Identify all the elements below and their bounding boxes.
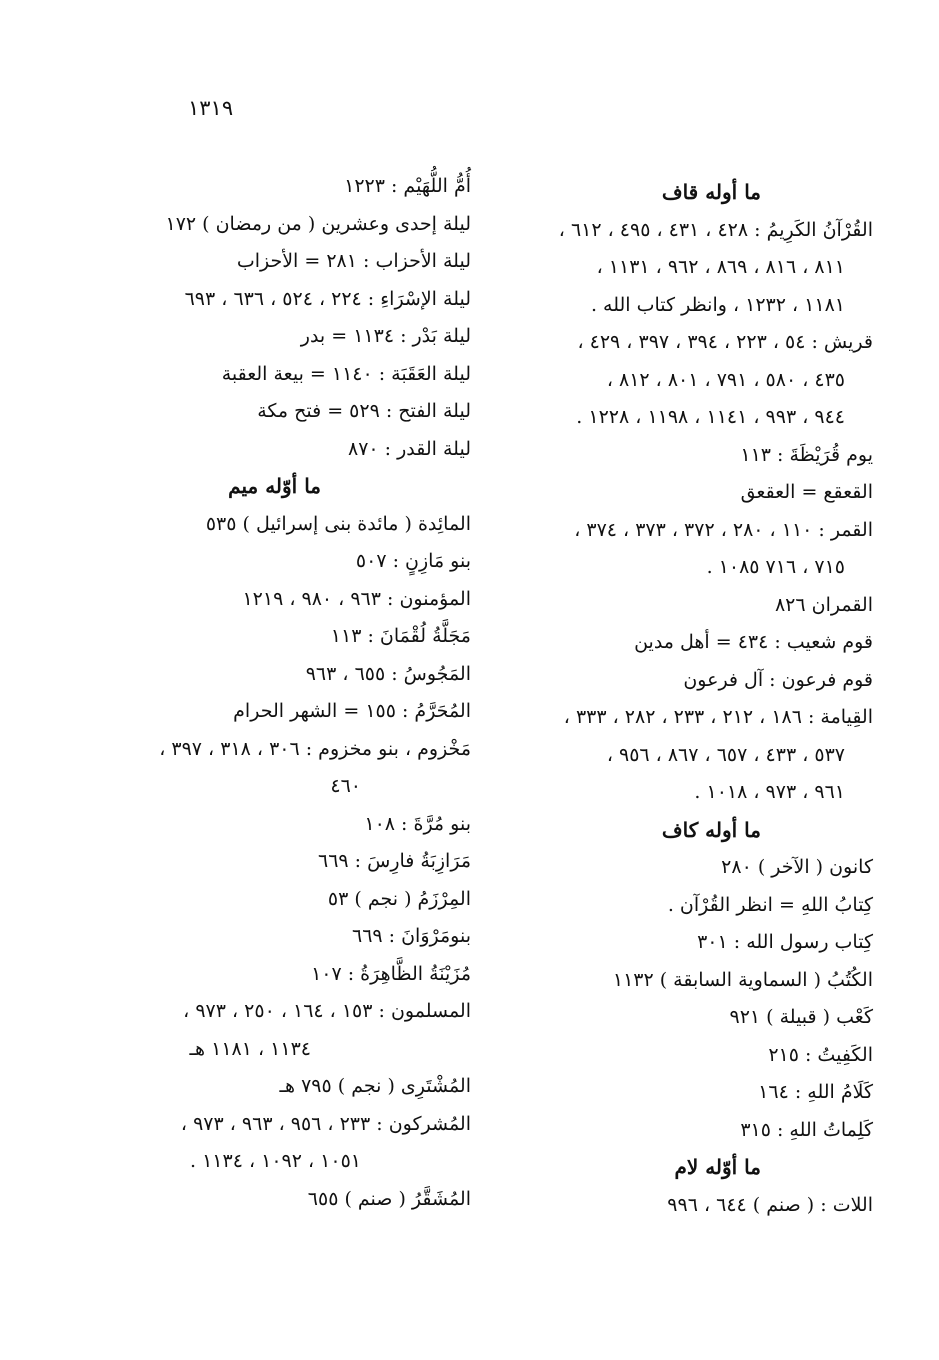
section-heading: ما أوّله ميم <box>228 474 321 498</box>
index-entry: المُشْتَرِى ( نجم ) ٧٩٥ هـ <box>279 1075 471 1097</box>
index-entry: كانون ( الآخر ) ٢٨٠ <box>721 856 873 878</box>
index-column-left <box>91 168 471 1218</box>
index-entry: مَخْزوم ، بنو مخزوم : ٣٠٦ ، ٣١٨ ، ٣٩٧ ، <box>159 737 471 760</box>
index-entry: المِرْزَمُ ( نجم ) ٥٣ <box>327 887 471 910</box>
index-entry: ليلة القدر : ٨٧٠ <box>348 437 471 460</box>
index-entry: مَرَازِبَةُ فارِسَ : ٦٦٩ <box>318 850 471 872</box>
index-entry: مَجَلَّةُ لُقْمَانَ : ١١٣ <box>330 625 471 647</box>
index-entry: المائِدة ( مائدة بنى إسرائيل ) ٥٣٥ <box>205 512 471 535</box>
index-entry: كِتابُ اللهِ = انظر القُرْآن . <box>667 893 873 916</box>
index-entry: مُزَيْنَةُ الظَّاهِرَةُ : ١٠٧ <box>311 962 471 985</box>
index-entry: المؤمنون : ٩٦٣ ، ٩٨٠ ، ١٢١٩ <box>242 587 471 610</box>
index-entry: قوم شعيب : ٤٣٤ = أهل مدين <box>634 631 873 653</box>
index-entry-continuation: ١١٣٤ ، ١١٨١ هـ <box>189 1037 311 1060</box>
index-entry: كَعْب ( قبيلة ) ٩٢١ <box>729 1006 873 1028</box>
index-entry: ليلة إحدى وعشرين ( من رمضان ) ١٧٢ <box>165 212 471 235</box>
index-entry-continuation: ١٠٥١ ، ١٠٩٢ ، ١١٣٤ . <box>189 1150 361 1172</box>
index-entry: القِيامة : ١٨٦ ، ٢١٢ ، ٢٣٣ ، ٢٨٢ ، ٣٣٣ ، <box>563 706 873 728</box>
index-entry: ليلة بَدْر : ١١٣٤ = بدر <box>300 325 471 347</box>
section-heading: ما أوّله لام <box>674 1155 761 1179</box>
index-entry: ليلة الأحزاب : ٢٨١ = الأحزاب <box>236 250 471 272</box>
index-entry-continuation: ١١٨١ ، ١٢٣٢ ، وانظر كتاب الله . <box>590 293 845 316</box>
index-entry: القمران ٨٢٦ <box>774 593 873 616</box>
index-entry: قوم فرعون : آل فرعون <box>683 668 873 691</box>
index-entry: المُحَرَّمُ : ١٥٥ = الشهر الحرام <box>233 700 471 722</box>
index-entry: المُشَقَّرُ ( صنم ) ٦٥٥ <box>307 1187 471 1210</box>
index-entry: المسلمون : ١٥٣ ، ١٦٤ ، ٢٥٠ ، ٩٧٣ ، <box>183 1000 471 1022</box>
index-entry: بنو مَازِنٍ : ٥٠٧ <box>355 550 471 572</box>
index-entry: المُشركون : ٢٣٣ ، ٩٥٦ ، ٩٦٣ ، ٩٧٣ ، <box>180 1112 471 1135</box>
index-entry: اللات : ( صنم ) ٦٤٤ ، ٩٩٦ <box>667 1193 873 1216</box>
index-entry: الكُتُبُ ( السماوية السابقة ) ١١٣٢ <box>612 968 873 991</box>
index-entry: المَجُوسُ : ٦٥٥ ، ٩٦٣ <box>305 662 471 685</box>
index-entry: قريش : ٥٤ ، ٢٢٣ ، ٣٩٤ ، ٣٩٧ ، ٤٢٩ ، <box>577 331 873 353</box>
index-entry-continuation: ٤٣٥ ، ٥٨٠ ، ٧٩١ ، ٨٠١ ، ٨١٢ ، <box>606 368 845 391</box>
index-entry: الكَفِيتُ : ٢١٥ <box>768 1043 873 1066</box>
index-entry-continuation: ٨١١ ، ٨١٦ ، ٨٦٩ ، ٩٦٢ ، ١١٣١ ، <box>596 256 845 278</box>
index-entry: ليلة الفتح : ٥٢٩ = فتح مكة <box>257 400 471 422</box>
index-entry: ليلة العَقَبَة : ١١٤٠ = بيعة العقبة <box>221 362 471 385</box>
index-entry: القمر : ١١٠ ، ٢٨٠ ، ٣٧٢ ، ٣٧٣ ، ٣٧٤ ، <box>574 518 873 541</box>
index-entry-continuation: ٧١٥ ، ٧١٦ ١٠٨٥ . <box>706 556 845 578</box>
index-entry: القعقع = العقعق <box>740 481 873 503</box>
index-entry-continuation: ٩٤٤ ، ٩٩٣ ، ١١٤١ ، ١١٩٨ ، ١٢٢٨ . <box>576 406 845 428</box>
index-entry: أُمُّ اللُّهَيْم : ١٢٢٣ <box>344 175 471 197</box>
index-entry-continuation: ٤٦٠ <box>330 775 361 797</box>
index-entry: القُرْآنُ الكَرِيمُ : ٤٢٨ ، ٤٣١ ، ٤٩٥ ، ٦١٢ ، <box>558 218 873 241</box>
index-entry: ليلة الإسْرَاءِ : ٢٢٤ ، ٥٢٤ ، ٦٣٦ ، ٦٩٣ <box>184 287 471 310</box>
index-entry: كَلِماتُ اللهِ : ٣١٥ <box>740 1118 873 1141</box>
index-entry-continuation: ٥٣٧ ، ٤٣٣ ، ٦٥٧ ، ٨٦٧ ، ٩٥٦ ، <box>606 743 845 766</box>
page-number: ١٣١٩ <box>188 96 234 120</box>
index-entry: بنو مُرَّةَ : ١٠٨ <box>364 812 471 835</box>
section-heading: ما أوله قاف <box>661 180 761 204</box>
index-entry: بنومَرْوَانَ : ٦٦٩ <box>351 925 471 947</box>
index-entry: يوم قُرَيْظَةَ : ١١٣ <box>740 443 873 466</box>
index-column-right <box>495 168 873 1224</box>
section-heading: ما أوله كاف <box>661 817 761 842</box>
index-entry-continuation: ٩٦١ ، ٩٧٣ ، ١٠١٨ . <box>694 781 845 803</box>
index-entry: كَلَامُ اللهِ : ١٦٤ <box>758 1081 873 1103</box>
index-entry: كِتاب رسول الله : ٣٠١ <box>697 931 873 953</box>
